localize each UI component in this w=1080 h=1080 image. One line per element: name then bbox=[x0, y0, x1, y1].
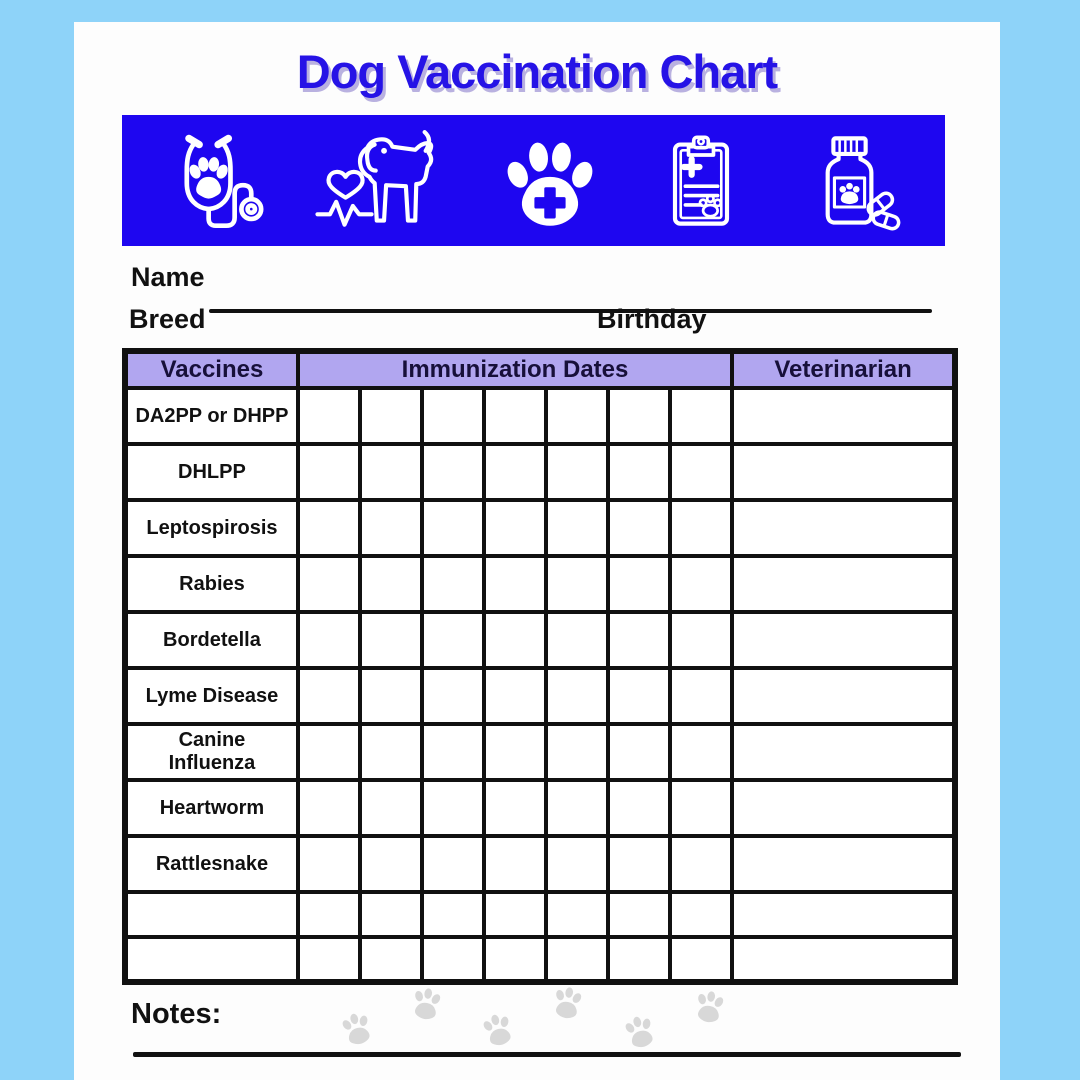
immunization-date-cell[interactable] bbox=[484, 780, 546, 836]
immunization-date-cell[interactable] bbox=[608, 612, 670, 668]
immunization-date-cell[interactable] bbox=[422, 836, 484, 892]
vaccine-name-cell: Heartworm bbox=[125, 780, 298, 836]
immunization-date-cell[interactable] bbox=[608, 556, 670, 612]
table-header-row bbox=[125, 351, 955, 388]
veterinarian-cell[interactable] bbox=[732, 892, 955, 937]
immunization-date-cell[interactable] bbox=[298, 724, 360, 780]
immunization-date-cell[interactable] bbox=[422, 388, 484, 444]
notes-label: Notes: bbox=[131, 998, 222, 1030]
immunization-date-cell[interactable] bbox=[298, 612, 360, 668]
immunization-date-cell[interactable] bbox=[608, 500, 670, 556]
immunization-date-cell[interactable] bbox=[608, 388, 670, 444]
vaccine-name-cell[interactable] bbox=[125, 892, 298, 937]
immunization-date-cell[interactable] bbox=[360, 668, 422, 724]
immunization-date-cell[interactable] bbox=[422, 892, 484, 937]
immunization-date-cell[interactable] bbox=[484, 612, 546, 668]
immunization-date-cell[interactable] bbox=[670, 500, 732, 556]
immunization-date-cell[interactable] bbox=[546, 836, 608, 892]
table-row bbox=[125, 444, 955, 500]
vaccine-name-cell: DA2PP or DHPP bbox=[125, 388, 298, 444]
immunization-date-cell[interactable] bbox=[670, 892, 732, 937]
paw-print-icon bbox=[406, 982, 448, 1024]
table-row bbox=[125, 500, 955, 556]
medical-clipboard-icon bbox=[649, 129, 753, 233]
immunization-date-cell[interactable] bbox=[608, 892, 670, 937]
immunization-date-cell[interactable] bbox=[484, 724, 546, 780]
immunization-date-cell[interactable] bbox=[298, 937, 360, 982]
immunization-date-cell[interactable] bbox=[546, 556, 608, 612]
paw-print-icon bbox=[335, 1006, 379, 1050]
veterinarian-cell[interactable] bbox=[732, 780, 955, 836]
immunization-date-cell[interactable] bbox=[298, 556, 360, 612]
immunization-date-cell[interactable] bbox=[484, 500, 546, 556]
immunization-date-cell[interactable] bbox=[546, 500, 608, 556]
immunization-date-cell[interactable] bbox=[670, 724, 732, 780]
immunization-date-cell[interactable] bbox=[484, 668, 546, 724]
immunization-date-cell[interactable] bbox=[484, 556, 546, 612]
immunization-date-cell[interactable] bbox=[608, 937, 670, 982]
immunization-date-cell[interactable] bbox=[360, 892, 422, 937]
table-row bbox=[125, 724, 955, 780]
immunization-date-cell[interactable] bbox=[546, 668, 608, 724]
immunization-date-cell[interactable] bbox=[298, 388, 360, 444]
immunization-date-cell[interactable] bbox=[670, 388, 732, 444]
paw-print-icon bbox=[618, 1009, 662, 1053]
immunization-dates-column-header: Immunization Dates bbox=[298, 351, 732, 388]
immunization-date-cell[interactable] bbox=[422, 444, 484, 500]
immunization-date-cell[interactable] bbox=[484, 388, 546, 444]
dog-heartbeat-icon bbox=[314, 129, 452, 233]
immunization-date-cell[interactable] bbox=[670, 668, 732, 724]
vaccines-column-header: Vaccines bbox=[125, 351, 298, 388]
paw-print-icon bbox=[476, 1007, 520, 1051]
table-row bbox=[125, 836, 955, 892]
notes-blank-line[interactable] bbox=[133, 1052, 961, 1057]
chart-page bbox=[74, 22, 1000, 1080]
vaccine-name-cell: DHLPP bbox=[125, 444, 298, 500]
veterinarian-cell[interactable] bbox=[732, 724, 955, 780]
immunization-date-cell[interactable] bbox=[298, 836, 360, 892]
vaccine-name-cell: Bordetella bbox=[125, 612, 298, 668]
immunization-date-cell[interactable] bbox=[546, 444, 608, 500]
immunization-date-cell[interactable] bbox=[360, 556, 422, 612]
immunization-date-cell[interactable] bbox=[422, 612, 484, 668]
immunization-date-cell[interactable] bbox=[360, 388, 422, 444]
immunization-date-cell[interactable] bbox=[608, 444, 670, 500]
immunization-date-cell[interactable] bbox=[484, 836, 546, 892]
immunization-date-cell[interactable] bbox=[298, 892, 360, 937]
immunization-date-cell[interactable] bbox=[608, 724, 670, 780]
immunization-date-cell[interactable] bbox=[298, 668, 360, 724]
vaccine-name-cell: Leptospirosis bbox=[125, 500, 298, 556]
immunization-date-cell[interactable] bbox=[546, 937, 608, 982]
name-blank-line[interactable] bbox=[209, 309, 932, 313]
table-row bbox=[125, 556, 955, 612]
immunization-date-cell[interactable] bbox=[422, 780, 484, 836]
vaccine-name-cell: Lyme Disease bbox=[125, 668, 298, 724]
veterinarian-cell[interactable] bbox=[732, 388, 955, 444]
breed-label: Breed bbox=[129, 304, 206, 334]
immunization-date-cell[interactable] bbox=[298, 500, 360, 556]
vaccine-name-cell[interactable] bbox=[125, 937, 298, 982]
stethoscope-paw-icon bbox=[164, 129, 272, 233]
immunization-date-cell[interactable] bbox=[546, 724, 608, 780]
immunization-date-cell[interactable] bbox=[608, 780, 670, 836]
veterinarian-cell[interactable] bbox=[732, 937, 955, 982]
veterinarian-cell[interactable] bbox=[732, 668, 955, 724]
veterinarian-cell[interactable] bbox=[732, 612, 955, 668]
icon-banner bbox=[122, 115, 945, 246]
immunization-date-cell[interactable] bbox=[546, 780, 608, 836]
immunization-date-cell[interactable] bbox=[608, 668, 670, 724]
immunization-date-cell[interactable] bbox=[298, 444, 360, 500]
table-row bbox=[125, 668, 955, 724]
immunization-date-cell[interactable] bbox=[360, 500, 422, 556]
immunization-date-cell[interactable] bbox=[360, 836, 422, 892]
table-row bbox=[125, 612, 955, 668]
immunization-date-cell[interactable] bbox=[670, 612, 732, 668]
immunization-date-cell[interactable] bbox=[360, 612, 422, 668]
immunization-date-cell[interactable] bbox=[360, 937, 422, 982]
immunization-date-cell[interactable] bbox=[422, 724, 484, 780]
veterinarian-cell[interactable] bbox=[732, 500, 955, 556]
table-row bbox=[125, 937, 955, 982]
immunization-date-cell[interactable] bbox=[546, 612, 608, 668]
immunization-date-cell[interactable] bbox=[422, 556, 484, 612]
veterinarian-column-header: Veterinarian bbox=[732, 351, 955, 388]
paw-print-icon bbox=[547, 981, 589, 1023]
vaccine-table-body bbox=[125, 388, 955, 982]
immunization-date-cell[interactable] bbox=[422, 500, 484, 556]
immunization-date-cell[interactable] bbox=[484, 892, 546, 937]
table-row bbox=[125, 388, 955, 444]
vaccine-name-cell: Rabies bbox=[125, 556, 298, 612]
immunization-date-cell[interactable] bbox=[422, 668, 484, 724]
immunization-date-cell[interactable] bbox=[422, 937, 484, 982]
immunization-date-cell[interactable] bbox=[360, 780, 422, 836]
veterinarian-cell[interactable] bbox=[732, 836, 955, 892]
immunization-date-cell[interactable] bbox=[670, 556, 732, 612]
birthday-label: Birthday bbox=[597, 304, 707, 334]
immunization-date-cell[interactable] bbox=[360, 724, 422, 780]
vaccine-name-cell: Canine Influenza bbox=[125, 724, 298, 780]
medicine-bottle-pills-icon bbox=[795, 129, 903, 233]
vaccine-name-cell: Rattlesnake bbox=[125, 836, 298, 892]
immunization-date-cell[interactable] bbox=[670, 836, 732, 892]
paw-cross-icon bbox=[494, 129, 606, 233]
vaccination-table bbox=[122, 348, 958, 985]
immunization-date-cell[interactable] bbox=[670, 444, 732, 500]
immunization-date-cell[interactable] bbox=[484, 937, 546, 982]
veterinarian-cell[interactable] bbox=[732, 556, 955, 612]
table-row bbox=[125, 892, 955, 937]
immunization-date-cell[interactable] bbox=[484, 444, 546, 500]
page-title: Dog Vaccination Chart bbox=[296, 45, 778, 98]
immunization-date-cell[interactable] bbox=[546, 892, 608, 937]
veterinarian-cell[interactable] bbox=[732, 444, 955, 500]
paw-print-icon bbox=[689, 985, 731, 1027]
immunization-date-cell[interactable] bbox=[546, 388, 608, 444]
immunization-date-cell[interactable] bbox=[670, 937, 732, 982]
name-label: Name bbox=[131, 262, 205, 292]
immunization-date-cell[interactable] bbox=[298, 780, 360, 836]
immunization-date-cell[interactable] bbox=[360, 444, 422, 500]
immunization-date-cell[interactable] bbox=[670, 780, 732, 836]
immunization-date-cell[interactable] bbox=[608, 836, 670, 892]
table-row bbox=[125, 780, 955, 836]
